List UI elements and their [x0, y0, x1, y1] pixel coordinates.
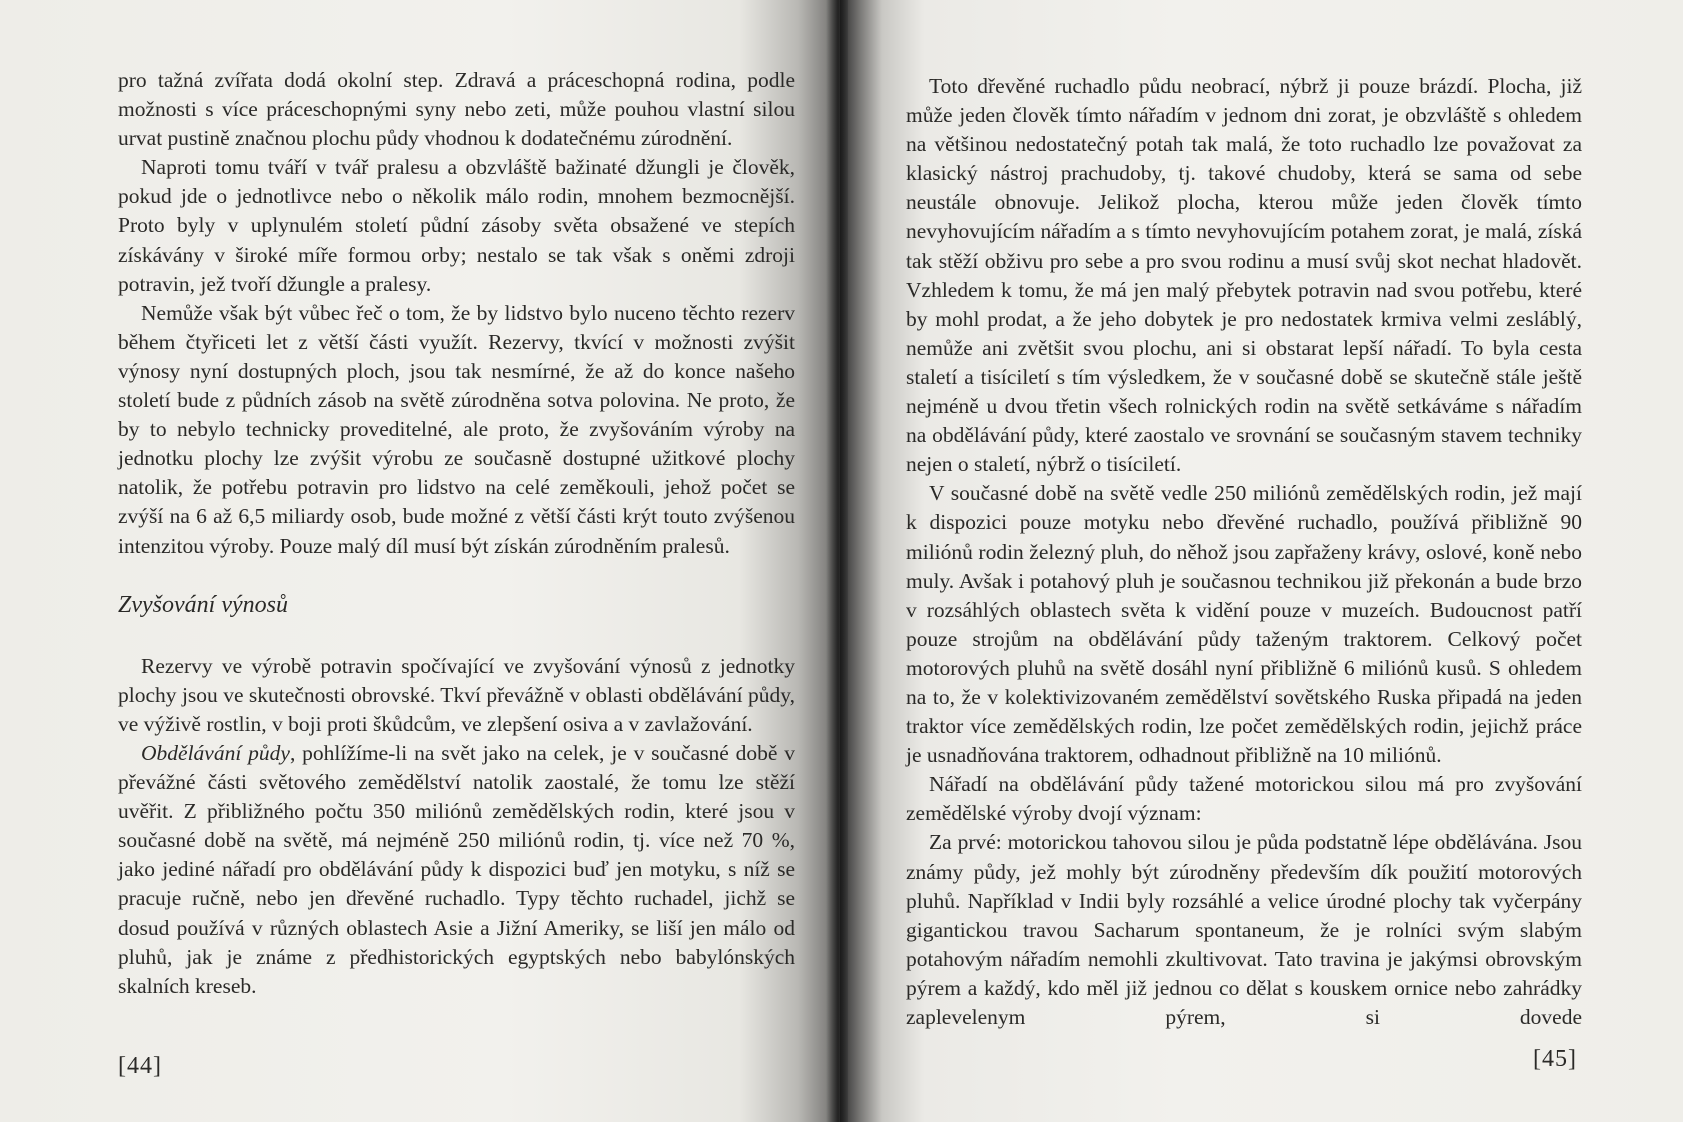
section-heading: Zvyšování výnosů — [118, 591, 288, 618]
left-paragraph-5-rest: , pohlížíme-li na svět jako na celek, je v současné době v převážné části světového zemědělství natolik zaostalé, že tomu lze stěží uvěřit. Z přibližného počtu 350 miliónů zemědělských rodin, které jsou v současné době na světě, má nejméně 250 miliónů rodin, tj. více než 70 %, jako jediné nářadí pro obdělávání půdy k dispozici buď jen motyku, s níž se pracuje ručně, nebo jen dřevěné ruchadlo. Typy těchto ruchadel, jichž se dosud používá v různých oblastech Asie a Jižní Ameriky, se liší jen málo od pluhů, jak je známe z předhistorických egyptských nebo babylónských skalních kreseb. — [118, 740, 796, 998]
left-page-text — [118, 66, 795, 1001]
page-number-right: [45] — [1533, 1046, 1577, 1072]
page-number-left: [44] — [118, 1053, 162, 1079]
right-page-text — [906, 72, 1582, 1032]
right-paragraph-4: Za prvé: motorickou tahovou silou je půda podstatně lépe obdělávána. Jsou známy půdy, jež mohly být zúrodněny především dík použití motorových pluhů. Například v Indii byly rozsáhlé a velice úrodné plochy tak vyčerpány gigantickou travou Sacharum spontaneum, že je rolníci svým slabým potahovým nářadím nemohli zkultivovat. Tato travina je jakýmsi obrovským pýrem a každý, kdo měl již jednou co dělat s kouskem ornice nebo zahrádky zaplevelenym pýrem, si dovede — [906, 830, 1582, 1029]
left-paragraph-4: Rezervy ve výrobě potravin spočívající ve zvyšování výnosů z jednotky plochy jsou ve skutečnosti obrovské. Tkví převážně v oblasti obdělávání půdy, ve výživě rostlin, v boji proti škůdcům, ve zlepšení osiva a v zavlažování. — [118, 653, 795, 736]
right-paragraph-1: Toto dřevěné ruchadlo půdu neobrací, nýbrž ji pouze brázdí. Plocha, již může jeden člověk tímto nářadím v jednom dni zorat, je obzvláště s ohledem na většinou nedostatečný potah tak malá, že toto ruchadlo lze považovat za klasický nástroj prachudoby, tj. takové chudoby, která se sama od sebe neustále obnovuje. Jelikož plocha, kterou může jeden člověk tímto nevyhovujícím nářadím a s tímto nevyhovujícím potahem zorat, je malá, získá tak stěží obživu pro sebe a pro svou rodinu a musí svůj skot nechat hladovět. Vzhledem k tomu, že má jen malý přebytek potravin nad svou potřebu, které by mohl prodat, a že jeho dobytek je pro nedostatek krmiva velmi zesláblý, nemůže ani zvětšit svou plochu, ani si obstarat lepší nářadí. To byla cesta staletí a tisíciletí s tím výsledkem, že v současné době se skutečně stále ještě nejméně u dvou třetin všech rolnických rodin na světě setkáváme s nářadím na obdělávání půdy, které zaostalo ve srovnání se současným stavem techniky nejen o staletí, nýbrž o tisíciletí. — [906, 74, 1582, 477]
right-paragraph-3: Nářadí na obdělávání půdy tažené motorickou silou má pro zvyšování zemědělské výroby dvojí význam: — [906, 772, 1582, 826]
book-gutter — [826, 0, 848, 1122]
right-paragraph-2: V současné době na světě vedle 250 miliónů zemědělských rodin, jež mají k dispozici pouze motyku nebo dřevěné ruchadlo, používá přibližně 90 miliónů rodin železný pluh, do něhož jsou zapřaženy krávy, oslové, koně nebo muly. Avšak i potahový pluh je současnou technikou již překonán a bude brzo v rozsáhlých oblastech světa k vidění pouze v muzeích. Budoucnost patří pouze strojům na obdělávání půdy taženým traktorem. Celkový počet motorových pluhů na světě dosáhl nyní přibližně 6 miliónů kusů. S ohledem na to, že v kolektivizovaném zemědělství sovětského Ruska připadá na jeden traktor více zemědělských rodin, lze počet zemědělských rodin, jejichž práce je usnadňována traktorem, odhadnout přibližně na 10 miliónů. — [906, 481, 1582, 768]
emphasized-term: Obdělávání půdy — [141, 740, 290, 765]
left-paragraph-2: Naproti tomu tváří v tvář pralesu a obzvláště bažinaté džungli je člověk, pokud jde o jednotlivce nebo o několik málo rodin, mnohem bezmocnější. Proto byly v uplynulém století půdní zásoby světa obsažené ve stepích získávány v široké míře formou orby; nestalo se tak však s oněmi zdroji potravin, jež tvoří džungle a pralesy. — [118, 155, 795, 296]
left-paragraph-1: pro tažná zvířata dodá okolní step. Zdravá a práceschopná rodina, podle možnosti s více práceschopnými syny nebo zeti, může pouhou vlastní silou urvat pustině značnou plochu půdy vhodnou k dodatečnému zúrodnění. — [118, 68, 795, 151]
left-paragraph-5 — [118, 739, 795, 1001]
left-paragraph-3: Nemůže však být vůbec řeč o tom, že by lidstvo bylo nuceno těchto rezerv během čtyřiceti let z větší části využít. Rezervy, tkvící v možnosti zvýšit výnosy nyní dostupných ploch, jsou tak nesmírné, že až do konce našeho století bude z půdních zásob na světě zúrodněna sotva polovina. Ne proto, že by to nebylo technicky proveditelné, ale proto, že zvyšováním výroby na jednotku plochy lze zvýšit výrobu ze současně dostupné užitkové plochy natolik, že potřebu potravin pro lidstvo na celé zeměkouli, jehož počet se zvýší na 6 až 6,5 miliardy osob, bude možné z větší části krýt touto zvýšenou intenzitou výroby. Pouze malý díl musí být získán zúrodněním pralesů. — [118, 300, 795, 558]
